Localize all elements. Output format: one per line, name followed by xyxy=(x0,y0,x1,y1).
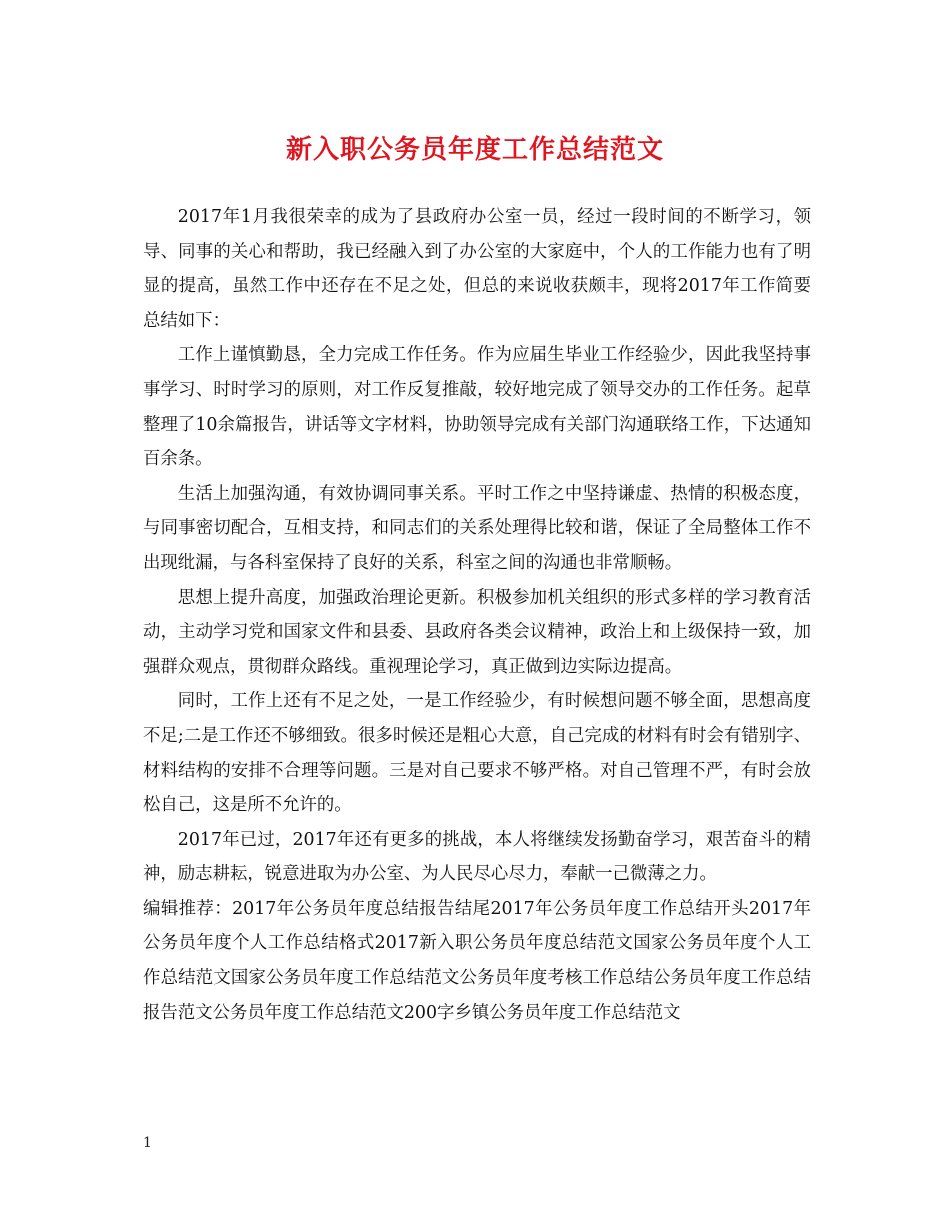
paragraph-shortcomings: 同时，工作上还有不足之处，一是工作经验少，有时候想问题不够全面，思想高度不足;二是工作还不够细致。很多时候还是粗心大意，自己完成的材料有时会有错别字、材料结构的安排不合理等问题。三是对自己要求不够严格。对自己管理不严，有时会放松自己，这是所不允许的。 xyxy=(143,691,811,816)
paragraph-intro: 2017年1月我很荣幸的成为了县政府办公室一员，经过一段时间的不断学习，领导、同事的关心和帮助，我已经融入到了办公室的大家庭中，个人的工作能力也有了明显的提高，虽然工作中还存在不足之处，但总的来说收获颇丰，现将2017年工作简要总结如下： xyxy=(143,207,811,331)
paragraph-work: 工作上谨慎勤恳，全力完成工作任务。作为应届生毕业工作经验少，因此我坚持事事学习、时时学习的原则，对工作反复推敲，较好地完成了领导交办的工作任务。起草整理了10余篇报告，讲话等文字材料，协助领导完成有关部门沟通联络工作，下达通知百余条。 xyxy=(143,345,811,470)
page-number: 1 xyxy=(143,1135,152,1151)
document-title: 新入职公务员年度工作总结范文 xyxy=(285,135,664,165)
paragraph-thought: 思想上提升高度，加强政治理论更新。积极参加机关组织的形式多样的学习教育活动，主动学习党和国家文件和县委、县政府各类会议精神，政治上和上级保持一致，加强群众观点，贯彻群众路线。重视理论学习，真正做到边实际边提高。 xyxy=(143,587,811,677)
document-body xyxy=(143,200,811,1030)
paragraph-conclusion: 2017年已过，2017年还有更多的挑战，本人将继续发扬勤奋学习，艰苦奋斗的精神，励志耕耘，锐意进取为办公室、为人民尽心尽力，奉献一己微薄之力。 xyxy=(143,829,811,885)
paragraph-life: 生活上加强沟通，有效协调同事关系。平时工作之中坚持谦虚、热情的积极态度，与同事密切配合，互相支持，和同志们的关系处理得比较和谐，保证了全局整体工作不出现纰漏，与各科室保持了良好的关系，科室之间的沟通也非常顺畅。 xyxy=(143,483,811,573)
editor-recommendation: 编辑推荐：2017年公务员年度总结报告结尾2017年公务员年度工作总结开头2017年公务员年度个人工作总结格式2017新入职公务员年度总结范文国家公务员年度个人工作总结范文国家公务员年度工作总结范文公务员年度考核工作总结公务员年度工作总结报告范文公务员年度工作总结范文200字乡镇公务员年度工作总结范文 xyxy=(143,898,811,1023)
